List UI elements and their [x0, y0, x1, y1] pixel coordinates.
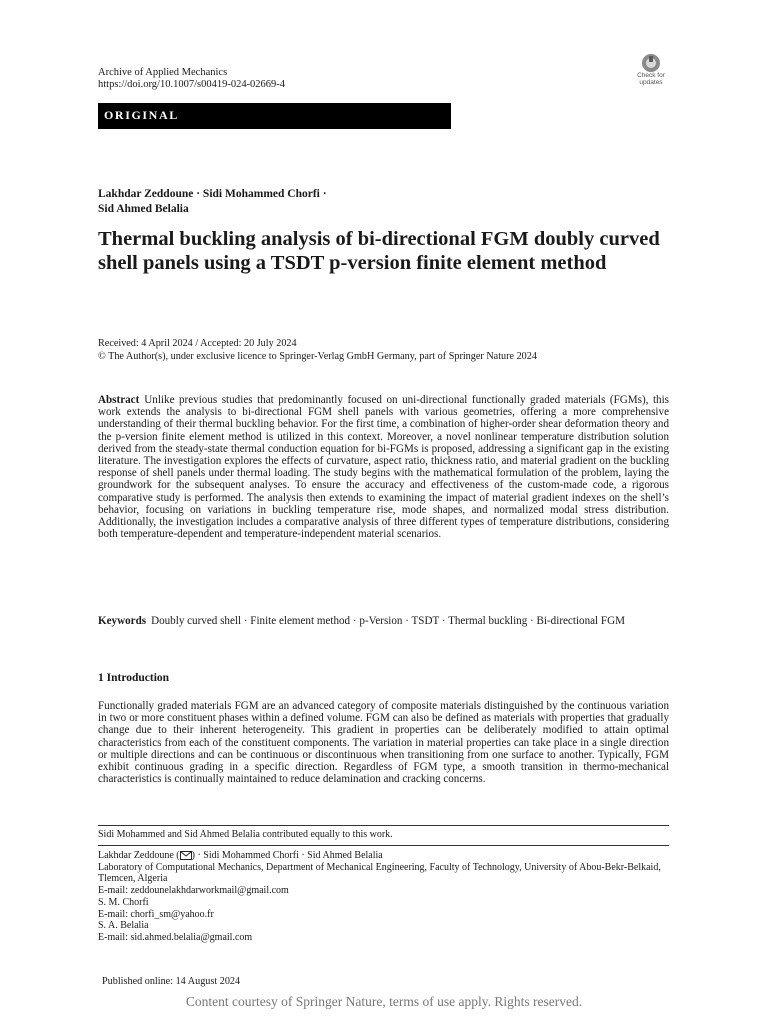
affiliation: Laboratory of Computational Mechanics, Department of Mechanical Engineering, Faculty of Technology, University of Abou-Bekr-Belkaid, Tlemcen, Algeria	[98, 861, 661, 885]
doi-link[interactable]: https://doi.org/10.1007/s00419-024-02669-4	[98, 79, 286, 90]
author-line-2: Sid Ahmed Belalia	[98, 203, 189, 215]
badge-line2: updates	[639, 78, 663, 86]
article-type-bar	[98, 103, 451, 129]
email-3[interactable]: E-mail: sid.ahmed.belalia@gmail.com	[98, 931, 253, 943]
contribution-note: Sidi Mohammed and Sid Ahmed Belalia contributed equally to this work.	[98, 829, 393, 840]
article-title: Thermal buckling analysis of bi-directional FGM doubly curved shell panels using a TSDT p-version finite element method	[98, 228, 660, 274]
introduction-text: Functionally graded materials FGM are an advanced category of composite materials distinguished by the continuous variation in two or more constituent phases within a defined volume. FGM can also be defined as materials with properties that gradually change due to their inherent heterogeneity. This gradient in properties can be deliberately modified to attain optimal characteristics from each of the constituent components. The variation in material properties can take place in a single direction or multiple directions and can be continuous or discontinuous when transitioning from one surface to another. Typically, FGM exhibit continuous grading in a specific direction. Regardless of FGM type, a smooth transition in thermo-mechanical characteristics is continually maintained to reduce delamination and cracking concerns.	[98, 700, 669, 786]
author-name-3: S. A. Belalia	[98, 920, 149, 932]
email-2[interactable]: E-mail: chorfi_sm@yahoo.fr	[98, 908, 214, 920]
section-heading-introduction: 1 Introduction	[98, 672, 170, 684]
abstract-text: Unlike previous studies that predominantly focused on uni-directional functionally graded materials (FGMs), this work extends the analysis to bi-directional FGM shell panels with various geometries, offering a more comprehensive understanding of their thermal buckling behavior. For the first time, a combination of higher-order shear deformation theory and the p-version finite element method is utilized in this context. Moreover, a novel nonlinear temperature distribution solution derived from the steady-state thermal conduction equation for bi-FGMs is proposed, addressing a significant gap in the existing literature. The investigation explores the effects of curvature, aspect ratio, thickness ratio, and material gradient on the buckling response of shell panels under thermal loading. The study begins with the mathematical formulation of the problem, laying the groundwork for the subsequent analyses. To ensure the accuracy and effectiveness of the custom-made code, a rigorous comparative study is performed. The analysis then extends to examining the impact of material gradient indexes on the shell’s behavior, focusing on variations in buckling temperature rise, mode shapes, and normalized modal stress distribution. Additionally, the investigation includes a comparative analysis of three different types of temperature distributions, considering both temperature-dependent and temperature-independent material scenarios.	[98, 394, 669, 541]
article-dates	[98, 338, 537, 363]
author-name-2: S. M. Chorfi	[98, 896, 149, 908]
journal-name: Archive of Applied Mechanics	[98, 67, 228, 78]
keywords-heading: Keywords	[98, 615, 147, 627]
footnote-rule-bottom	[98, 845, 669, 846]
footnote-rule-top	[98, 825, 669, 826]
abstract-heading: Abstract	[98, 394, 140, 406]
copyright-line: © The Author(s), under exclusive licence to Springer-Verlag GmbH Germany, part of Springer Nature 2024	[98, 350, 537, 362]
keywords-text: Doubly curved shell · Finite element method · p-Version · TSDT · Thermal buckling · Bi-directional FGM	[151, 615, 625, 627]
published-date: Published online: 14 August 2024	[102, 976, 241, 987]
author-list	[98, 187, 327, 217]
received-accepted: Received: 4 April 2024 / Accepted: 20 July 2024	[98, 338, 297, 349]
article-type-label: ORIGINAL	[104, 108, 179, 122]
check-for-updates-icon	[641, 53, 661, 73]
keywords	[98, 615, 669, 627]
abstract	[98, 394, 669, 540]
author-affiliations	[98, 850, 669, 944]
corresponding-author-line: Lakhdar Zeddoune ( ) · Sidi Mohammed Chorfi · Sid Ahmed Belalia	[98, 850, 383, 861]
envelope-icon	[180, 851, 192, 860]
journal-header	[98, 67, 285, 91]
badge-line1: Check for	[637, 72, 665, 79]
courtesy-notice: Content courtesy of Springer Nature, terms of use apply. Rights reserved.	[185, 994, 583, 1009]
check-for-updates-badge[interactable]	[632, 53, 670, 89]
author-line-1: Lakhdar Zeddoune · Sidi Mohammed Chorfi ·	[98, 188, 327, 200]
email-1[interactable]: E-mail: zeddounelakhdarworkmail@gmail.com	[98, 885, 289, 897]
